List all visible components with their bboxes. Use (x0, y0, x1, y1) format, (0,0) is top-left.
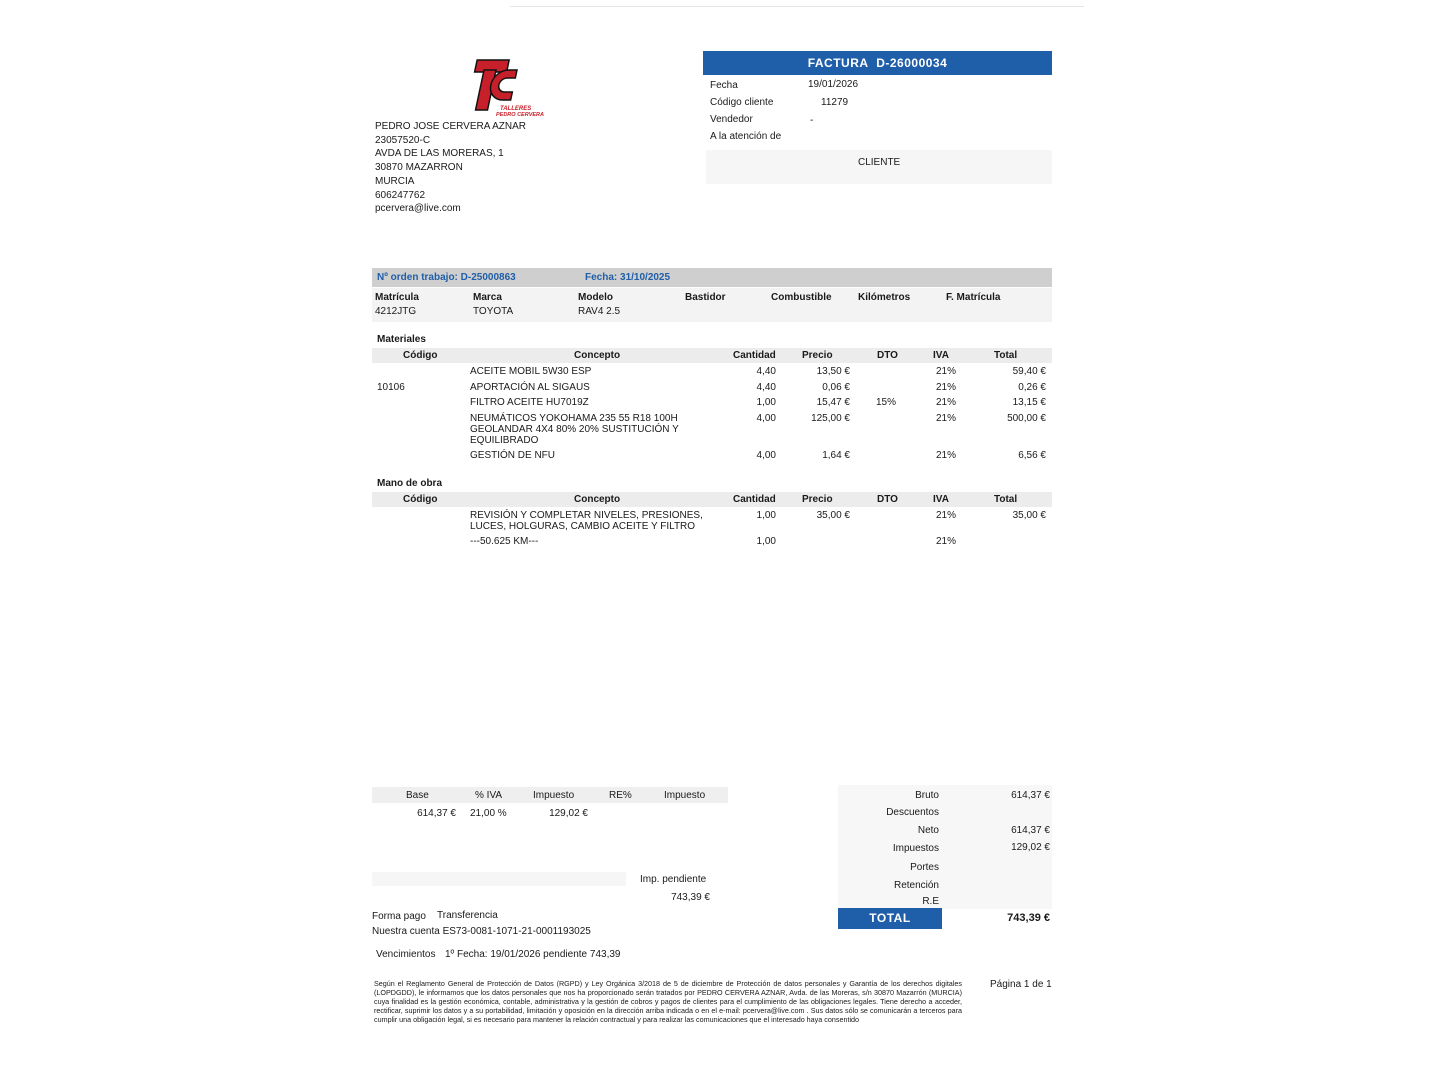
vehicle-header-modelo: Modelo (578, 292, 613, 303)
row-cantidad: 4,00 (756, 449, 776, 461)
row-total: 500,00 € (1007, 412, 1046, 424)
logo-line1: TALLERES (500, 106, 532, 112)
cuenta: Nuestra cuenta ES73-0081-1071-21-0001193025 (372, 926, 591, 937)
page-number: Página 1 de 1 (990, 979, 1052, 990)
tax-iva: 21,00 % (470, 808, 507, 819)
impuestos-value: 129,02 € (1011, 842, 1050, 853)
company-phone: 606247762 (375, 189, 426, 201)
row-cantidad: 4,40 (756, 366, 776, 377)
company-info (375, 120, 526, 216)
row-cantidad: 1,00 (756, 536, 776, 547)
retencion-label: Retención (893, 880, 939, 891)
mano-obra-title: Mano de obra (377, 478, 443, 489)
pending-label: Imp. pendiente (640, 874, 707, 885)
row-iva: 21% (936, 366, 957, 377)
row-concepto: REVISIÓN Y COMPLETAR NIVELES, PRESIONES, (470, 510, 703, 521)
invoice-number: D-26000034 (876, 56, 948, 70)
vendedor-label: Vendedor (710, 114, 753, 125)
logo-line2: PEDRO CERVERA (496, 112, 544, 118)
row-concepto: GEOLANDAR 4X4 80% 20% SUSTITUCIÓN Y (470, 423, 679, 435)
fecha-value: 19/01/2026 (808, 79, 859, 90)
company-province: MURCIA (375, 175, 415, 187)
mano-obra-header-bar (372, 492, 1052, 507)
row-cantidad: 1,00 (756, 397, 776, 408)
row-precio: 35,00 € (816, 510, 850, 521)
tax-header-base: Base (406, 790, 429, 801)
mano-obra-header-codigo: Código (403, 494, 438, 505)
row-cantidad: 4,00 (756, 412, 776, 424)
mano-obra-header-precio: Precio (802, 494, 833, 505)
impuestos-label: Impuestos (892, 843, 939, 854)
row-precio: 0,06 € (822, 381, 850, 393)
neto-value: 614,37 € (1011, 825, 1050, 836)
materiales-header-bar (372, 348, 1052, 363)
row-total: 13,15 € (1012, 397, 1046, 408)
materiales-title: Materiales (377, 334, 426, 345)
invoice-title: FACTURA (807, 56, 869, 70)
mano-obra-header-total: Total (994, 494, 1018, 505)
company-name: PEDRO JOSE CERVERA AZNAR (375, 121, 526, 132)
vendedor-value: - (810, 115, 814, 126)
total-value: 743,39 € (1007, 912, 1050, 924)
vehicle-modelo: RAV4 2.5 (578, 306, 621, 317)
tax-impuesto: 129,02 € (549, 808, 588, 819)
row-total: 0,26 € (1018, 381, 1046, 393)
mano-obra-header-dto: DTO (877, 494, 898, 505)
row-iva: 21% (936, 412, 957, 424)
vehicle-header-matricula: Matrícula (375, 292, 419, 303)
mano-obra-header-cantidad: Cantidad (733, 494, 776, 505)
company-logo (462, 56, 544, 118)
vehicle-header-kilometros: Kilómetros (858, 292, 911, 303)
row-iva: 21% (936, 397, 957, 408)
vencimientos-value: 1º Fecha: 19/01/2026 pendiente 743,39 (445, 949, 621, 960)
work-order-number: Nº orden trabajo: D-25000863 (377, 272, 516, 283)
forma-pago-value: Transferencia (437, 910, 498, 921)
fecha-label: Fecha (710, 80, 738, 91)
company-email: pcervera@live.com (375, 203, 461, 215)
atencion-label: A la atención de (710, 131, 782, 142)
row-cantidad: 4,40 (756, 381, 776, 393)
company-nif: 23057520-C (375, 134, 431, 146)
materiales-header-total: Total (994, 350, 1018, 361)
materiales-header-iva: IVA (933, 350, 949, 361)
tax-header-impuesto: Impuesto (533, 790, 575, 801)
row-iva: 21% (936, 449, 957, 461)
row-codigo: 10106 (377, 381, 405, 393)
row-total: 35,00 € (1012, 510, 1046, 521)
top-border-line (510, 6, 1084, 7)
tax-header-impuesto-re: Impuesto (664, 790, 706, 801)
row-concepto: FILTRO ACEITE HU7019Z (470, 397, 589, 408)
row-concepto: LUCES, HOLGURAS, CAMBIO ACEITE Y FILTRO (470, 521, 696, 533)
materiales-header-dto: DTO (877, 350, 898, 361)
row-concepto: NEUMÁTICOS YOKOHAMA 235 55 R18 100H (470, 412, 678, 424)
row-precio: 1,64 € (822, 449, 850, 461)
vehicle-header-combustible: Combustible (771, 292, 832, 303)
vehicle-header-fmatricula: F. Matrícula (946, 292, 1001, 303)
pending-value: 743,39 € (671, 892, 710, 903)
bruto-label: Bruto (915, 790, 939, 801)
row-dto: 15% (876, 397, 897, 408)
total-label: TOTAL (838, 908, 942, 929)
row-total: 6,56 € (1018, 449, 1046, 461)
work-order-date: Fecha: 31/10/2025 (585, 272, 671, 283)
row-iva: 21% (936, 510, 957, 521)
portes-label: Portes (910, 862, 939, 873)
row-concepto: GESTIÓN DE NFU (470, 449, 556, 461)
neto-label: Neto (917, 825, 939, 836)
row-concepto: EQUILIBRADO (470, 435, 539, 447)
mano-obra-header-iva: IVA (933, 494, 949, 505)
cliente-label: CLIENTE (858, 157, 901, 168)
row-concepto: ACEITE MOBIL 5W30 ESP (470, 366, 592, 377)
materiales-header-precio: Precio (802, 350, 833, 361)
pending-bar (372, 872, 626, 886)
row-precio: 15,47 € (816, 397, 850, 408)
tax-header-iva: % IVA (475, 790, 503, 801)
mano-obra-header-concepto: Concepto (574, 494, 621, 505)
company-address: AVDA DE LAS MORERAS, 1 (375, 148, 504, 160)
tax-header-re: RE% (609, 790, 632, 801)
bruto-value: 614,37 € (1011, 790, 1050, 801)
re-label: R.E (922, 896, 939, 907)
materiales-header-concepto: Concepto (574, 350, 621, 361)
invoice-title-bar (703, 51, 1052, 75)
vehicle-marca: TOYOTA (473, 306, 514, 317)
codigo-cliente-label: Código cliente (710, 97, 774, 108)
row-iva: 21% (936, 381, 957, 393)
forma-pago-label: Forma pago (372, 911, 426, 922)
codigo-cliente-value: 11279 (821, 97, 849, 108)
row-cantidad: 1,00 (756, 510, 776, 521)
row-iva: 21% (936, 536, 957, 547)
row-total: 59,40 € (1012, 366, 1046, 377)
vehicle-header-marca: Marca (473, 292, 502, 303)
row-concepto: APORTACIÓN AL SIGAUS (470, 381, 590, 393)
company-city: 30870 MAZARRON (375, 162, 463, 174)
materiales-header-codigo: Código (403, 350, 438, 361)
row-precio: 13,50 € (816, 366, 850, 377)
vehicle-header-bastidor: Bastidor (685, 292, 726, 303)
vehicle-matricula: 4212JTG (375, 306, 417, 317)
materiales-header-cantidad: Cantidad (733, 350, 776, 361)
row-precio: 125,00 € (811, 412, 850, 424)
descuentos-label: Descuentos (886, 807, 939, 818)
legal-notice: Según el Reglamento General de Protección de Datos (RGPD) y Ley Orgánica 3/2018 de 5 de diciembre de Protección de datos personales y Garantía de los derechos digitales (LOPDGDD), le informamos que los datos personales que nos ha proporcionado serán tratados por PEDRO CERVERA AZNAR, Avda. de las Moreras, s/n 30870 Mazarrón (MURCIA) cuya finalidad es la gestión económica, contable, administrativa y la gestión de cobros y pagos de clientes para el cumplimiento de las obligaciones legales. Tiene derecho a acceder, rectificar, suprimir los datos y a su portabilidad, limitación y oposición en la dirección arriba indicada o en el e-mail: pcervera@live.com . Sus datos sólo se comunicarán a terceros para cumplir una obligación legal, si es necesario para mantener la relación contractual y para realizar las comunicaciones que el interesado haya consentido (374, 979, 962, 1025)
tax-base: 614,37 € (417, 808, 456, 819)
row-concepto: ---50.625 KM--- (470, 536, 539, 547)
vencimientos-label: Vencimientos (376, 949, 436, 960)
